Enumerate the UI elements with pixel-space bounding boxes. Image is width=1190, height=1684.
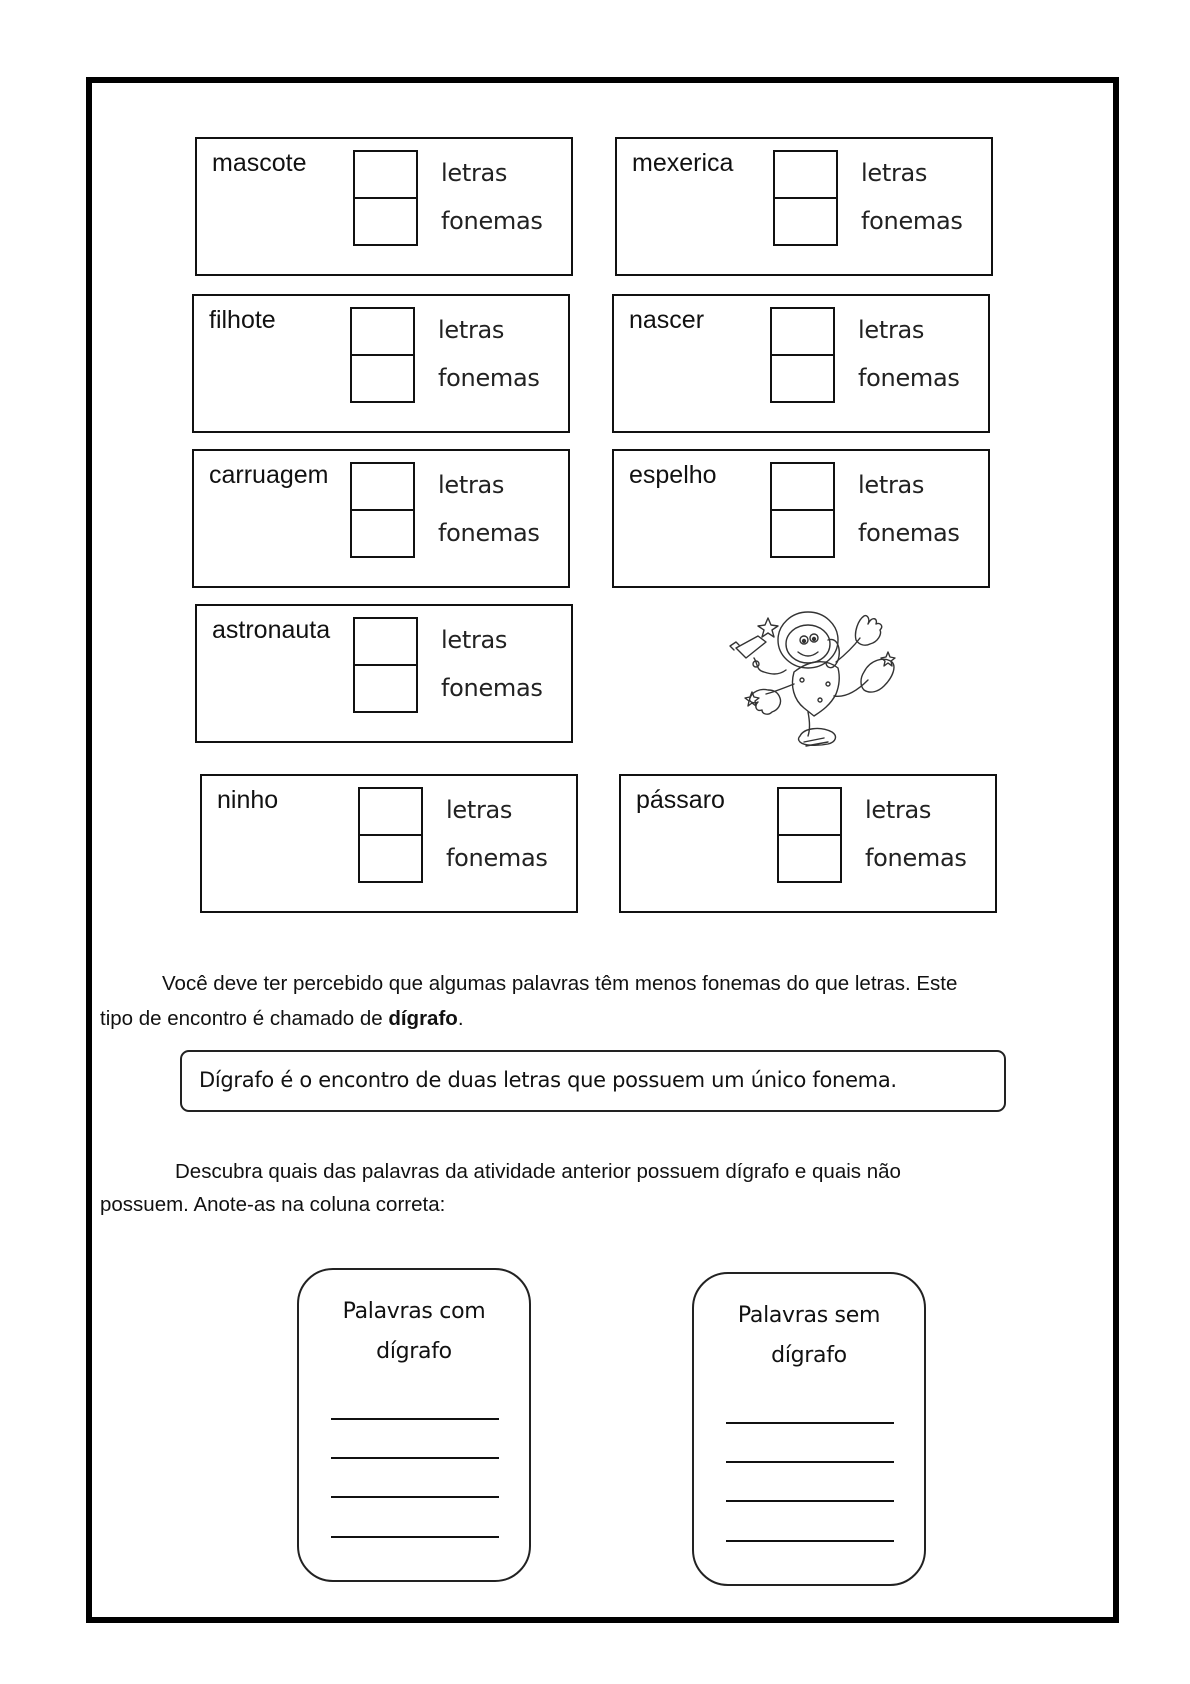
column-without-digraph — [692, 1272, 926, 1586]
letters-label: letras — [441, 626, 508, 654]
word-box-ninho — [200, 774, 578, 913]
letters-label: letras — [438, 471, 505, 499]
phonemes-label: fonemas — [438, 364, 540, 392]
instruction-line-1: Descubra quais das palavras da atividade anterior possuem dígrafo e quais não — [175, 1160, 901, 1183]
letters-label: letras — [858, 316, 925, 344]
phonemes-count-field[interactable] — [350, 509, 415, 558]
answer-line[interactable] — [331, 1457, 499, 1459]
word-label: astronauta — [212, 616, 331, 644]
letters-count-field[interactable] — [350, 307, 415, 356]
word-box-mexerica — [615, 137, 993, 276]
digraph-term: dígrafo — [388, 1007, 458, 1030]
letters-count-field[interactable] — [770, 462, 835, 511]
phonemes-count-field[interactable] — [358, 834, 423, 883]
phonemes-count-field[interactable] — [353, 197, 418, 246]
letters-count-field[interactable] — [358, 787, 423, 836]
letters-label: letras — [858, 471, 925, 499]
column-title: Palavras sem dígrafo — [737, 1303, 881, 1368]
letters-count-field[interactable] — [773, 150, 838, 199]
phonemes-count-field[interactable] — [770, 354, 835, 403]
phonemes-label: fonemas — [858, 519, 960, 547]
explanation-line-1: Você deve ter percebido que algumas palavras têm menos fonemas do que letras. Este — [162, 972, 958, 995]
phonemes-label: fonemas — [441, 207, 543, 235]
astronaut-illustration-icon — [716, 600, 906, 752]
word-box-astronauta — [195, 604, 573, 743]
answer-line[interactable] — [331, 1418, 499, 1420]
column-with-digraph — [297, 1268, 531, 1582]
instruction-paragraph — [100, 1155, 1106, 1221]
phonemes-count-field[interactable] — [770, 509, 835, 558]
letters-label: letras — [446, 796, 513, 824]
word-box-nascer — [612, 294, 990, 433]
letters-label: letras — [441, 159, 508, 187]
word-box-carruagem — [192, 449, 570, 588]
answer-line[interactable] — [726, 1422, 894, 1424]
word-label: mexerica — [632, 149, 734, 177]
letters-label: letras — [438, 316, 505, 344]
word-label: mascote — [212, 149, 307, 177]
answer-line[interactable] — [726, 1461, 894, 1463]
word-label: ninho — [217, 786, 279, 814]
word-label: pássaro — [636, 786, 725, 814]
period: . — [457, 1007, 464, 1030]
letters-count-field[interactable] — [353, 150, 418, 199]
phonemes-label: fonemas — [438, 519, 540, 547]
answer-line[interactable] — [331, 1536, 499, 1538]
word-label: carruagem — [209, 461, 329, 489]
letters-count-field[interactable] — [777, 787, 842, 836]
phonemes-count-field[interactable] — [777, 834, 842, 883]
word-label: nascer — [629, 306, 705, 334]
answer-line[interactable] — [726, 1540, 894, 1542]
word-box-filhote — [192, 294, 570, 433]
word-label: espelho — [629, 461, 717, 489]
letters-count-field[interactable] — [770, 307, 835, 356]
column-title: Palavras com dígrafo — [342, 1299, 486, 1364]
answer-line[interactable] — [331, 1496, 499, 1498]
explanation-paragraph — [100, 966, 1106, 1036]
letters-label: letras — [865, 796, 932, 824]
instruction-line-2: possuem. Anote-as na coluna correta: — [100, 1193, 446, 1216]
word-box-espelho — [612, 449, 990, 588]
phonemes-label: fonemas — [861, 207, 963, 235]
letters-label: letras — [861, 159, 928, 187]
phonemes-count-field[interactable] — [353, 664, 418, 713]
explanation-line-2: tipo de encontro é chamado de — [100, 1007, 389, 1030]
phonemes-label: fonemas — [441, 674, 543, 702]
word-box-passaro — [619, 774, 997, 913]
phonemes-label: fonemas — [446, 844, 548, 872]
phonemes-count-field[interactable] — [350, 354, 415, 403]
letters-count-field[interactable] — [353, 617, 418, 666]
definition-box: Dígrafo é o encontro de duas letras que possuem um único fonema. — [180, 1050, 1006, 1112]
answer-line[interactable] — [726, 1500, 894, 1502]
letters-count-field[interactable] — [350, 462, 415, 511]
phonemes-label: fonemas — [865, 844, 967, 872]
word-label: filhote — [209, 306, 276, 334]
phonemes-label: fonemas — [858, 364, 960, 392]
phonemes-count-field[interactable] — [773, 197, 838, 246]
word-box-mascote — [195, 137, 573, 276]
